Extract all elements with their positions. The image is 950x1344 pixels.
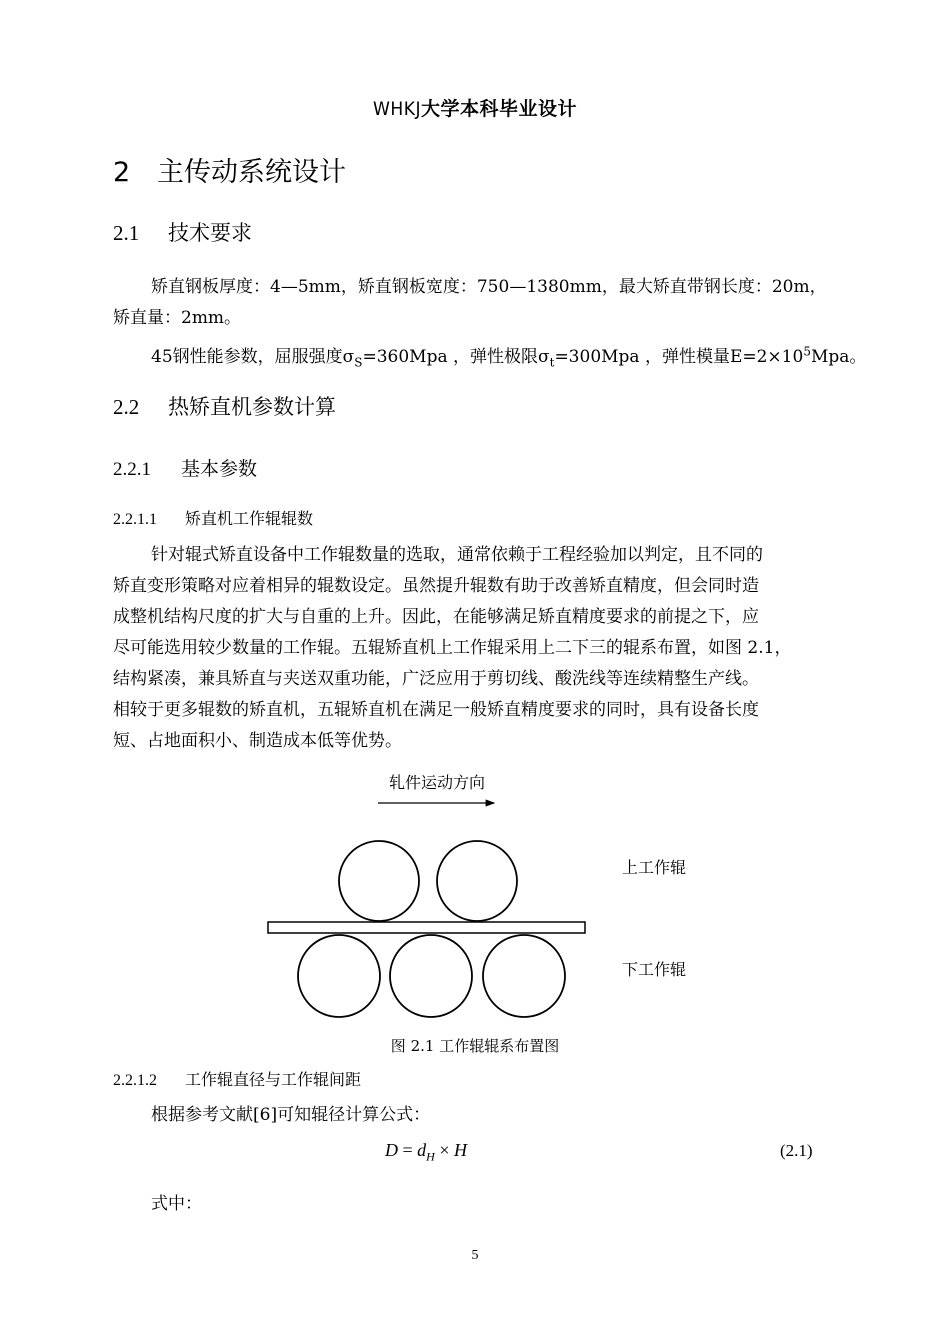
paragraph-line — [113, 602, 853, 627]
equation-subscript: H — [426, 1149, 435, 1164]
paragraph-line — [113, 695, 853, 720]
paragraph-text: 矫直钢板厚度：4—5mm，矫直钢板宽度：750—1380mm，最大矫直带钢长度：20m， — [151, 277, 827, 297]
subscript: t — [549, 355, 555, 370]
lower-roller-3 — [483, 935, 565, 1017]
section-number: 2.2 — [113, 395, 140, 419]
lower-roller-2 — [390, 935, 472, 1017]
paragraph-line — [113, 571, 853, 596]
text-segment: =300Mpa ，弹性模量E=2×10 — [554, 347, 804, 367]
equation — [385, 1140, 467, 1165]
figure-caption: 图 2.1 工作辊辊系布置图 — [390, 1037, 560, 1055]
lower-roller-label: 下工作辊 — [622, 960, 687, 979]
paragraph-text: 矫直量：2mm。 — [113, 308, 242, 328]
paragraph-requirements-line1 — [113, 272, 853, 297]
paragraph-where — [113, 1189, 853, 1214]
paragraph-text: 根据参考文献[6]可知辊径计算公式： — [151, 1105, 431, 1125]
steel-strip — [268, 922, 585, 933]
section-2-2-1-2-heading — [113, 1067, 361, 1090]
paragraph-text: 式中： — [151, 1194, 202, 1214]
header-latin: WHKJ — [372, 98, 421, 120]
chapter-title: 主传动系统设计 — [157, 157, 346, 188]
text-segment: =360Mpa ，弹性极限σ — [362, 347, 550, 367]
page-number: 5 — [471, 1248, 479, 1263]
paragraph-formula-intro — [113, 1100, 853, 1125]
upper-roller-1 — [339, 841, 419, 921]
equals-sign: = — [398, 1140, 418, 1160]
section-2-2-heading — [113, 391, 336, 421]
upper-roller-label: 上工作辊 — [622, 858, 687, 877]
paragraph-line — [113, 633, 853, 658]
equation-rhs: H — [453, 1140, 467, 1160]
section-number: 2.2.1 — [113, 459, 151, 480]
section-title: 基本参数 — [181, 458, 258, 480]
direction-label: 轧件运动方向 — [388, 773, 486, 792]
paragraph-text: 针对辊式矫直设备中工作辊数量的选取，通常依赖于工程经验加以判定，且不同的 — [151, 545, 763, 565]
section-title: 热矫直机参数计算 — [168, 395, 336, 419]
paragraph-text: 结构紧凑，兼具矫直与夹送双重功能，广泛应用于剪切线、酸洗线等连续精整生产线。 — [113, 669, 759, 689]
text-segment: 45钢性能参数，屈服强度σ — [151, 347, 355, 367]
equation-term: d — [417, 1140, 427, 1160]
paragraph-line — [113, 664, 853, 689]
section-number: 2.1 — [113, 221, 140, 245]
times-sign: × — [434, 1140, 454, 1160]
equation-number: (2.1) — [780, 1141, 813, 1160]
paragraph-text: 相较于更多辊数的矫直机，五辊矫直机在满足一般矫直精度要求的同时，具有设备长度 — [113, 700, 759, 720]
paragraph-text: 矫直变形策略对应着相异的辊数设定。虽然提升辊数有助于改善矫直精度，但会同时造 — [113, 576, 759, 596]
section-number: 2.2.1.1 — [113, 511, 157, 528]
paragraph-text: 短、占地面积小、制造成本低等优势。 — [113, 731, 402, 751]
superscript: 5 — [803, 344, 811, 359]
upper-roller-2 — [437, 841, 517, 921]
chapter-number: 2 — [113, 157, 131, 188]
paragraph-requirements-line2 — [113, 303, 853, 328]
section-2-2-1-1-heading — [113, 506, 313, 529]
section-title: 矫直机工作辊辊数 — [185, 509, 314, 528]
page-header — [0, 94, 950, 121]
roller-arrangement-figure — [0, 760, 950, 1030]
section-title: 工作辊直径与工作辊间距 — [185, 1070, 362, 1089]
text-segment: Mpa。 — [810, 347, 867, 367]
subscript: S — [354, 355, 363, 370]
section-2-2-1-heading — [113, 454, 257, 481]
paragraph-line — [113, 540, 853, 565]
section-2-1-heading — [113, 217, 252, 247]
paragraph-line — [113, 726, 853, 751]
section-number: 2.2.1.2 — [113, 1072, 157, 1089]
equation-lhs: D — [385, 1140, 398, 1160]
section-title: 技术要求 — [168, 221, 252, 245]
lower-roller-1 — [298, 935, 380, 1017]
chapter-heading — [113, 150, 346, 189]
paragraph-text: 成整机结构尺度的扩大与自重的上升。因此，在能够满足矫直精度要求的前提之下，应 — [113, 607, 759, 627]
header-title: 大学本科毕业设计 — [421, 98, 578, 120]
paragraph-material-params — [113, 342, 867, 370]
paragraph-text: 尽可能选用较少数量的工作辊。五辊矫直机上工作辊采用上二下三的辊系布置，如图 2.1， — [113, 638, 792, 658]
